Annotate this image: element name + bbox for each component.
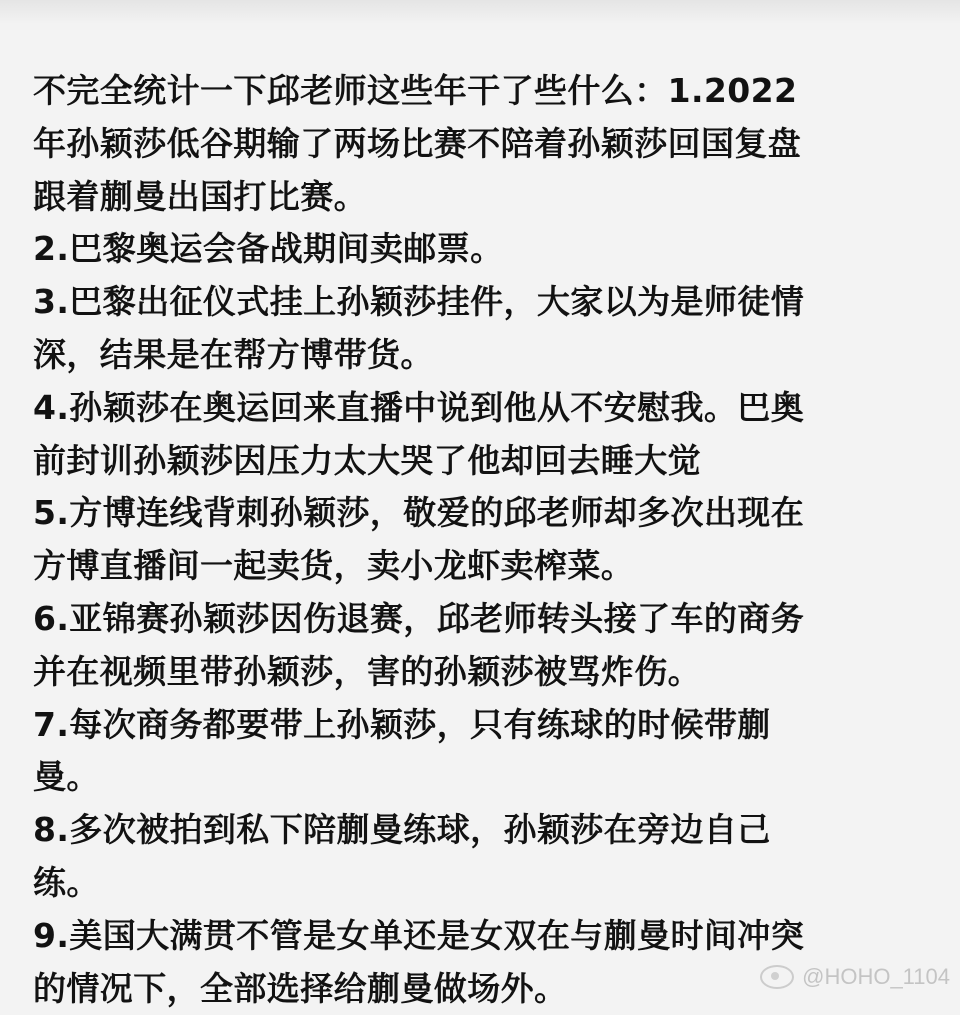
top-shadow	[0, 0, 960, 24]
weibo-logo-icon	[760, 965, 794, 989]
text-line: 6.亚锦赛孙颖莎因伤退赛，邱老师转头接了车的商务	[33, 598, 805, 638]
text-line: 曼。	[33, 757, 100, 797]
text-line: 并在视频里带孙颖莎，害的孙颖莎被骂炸伤。	[33, 651, 701, 691]
text-line: 3.巴黎出征仪式挂上孙颖莎挂件，大家以为是师徒情	[33, 282, 805, 322]
post-text	[33, 65, 933, 1015]
text-line: 方博直播间一起卖货，卖小龙虾卖榨菜。	[33, 546, 635, 586]
text-line: 4.孙颖莎在奥运回来直播中说到他从不安慰我。巴奥	[33, 387, 805, 427]
text-line: 5.方博连线背刺孙颖莎，敬爱的邱老师却多次出现在	[33, 493, 805, 533]
text-line: 不完全统计一下邱老师这些年干了些什么：1.2022	[33, 71, 798, 110]
text-line: 练。	[33, 862, 100, 902]
text-line: 跟着蒯曼出国打比赛。	[33, 176, 367, 216]
text-line: 年孙颖莎低谷期输了两场比赛不陪着孙颖莎回国复盘	[33, 123, 802, 163]
text-line: 的情况下，全部选择给蒯曼做场外。	[33, 968, 568, 1008]
text-line: 深，结果是在帮方博带货。	[33, 334, 434, 374]
text-line: 9.美国大满贯不管是女单还是女双在与蒯曼时间冲突	[33, 915, 805, 955]
watermark-text: @HOHO_1104	[802, 964, 950, 989]
text-line: 7.每次商务都要带上孙颖莎，只有练球的时候带蒯	[33, 704, 771, 744]
text-line: 2.巴黎奥运会备战期间卖邮票。	[33, 229, 504, 269]
text-line: 8.多次被拍到私下陪蒯曼练球，孙颖莎在旁边自己	[33, 810, 771, 850]
weibo-watermark	[760, 956, 950, 998]
text-line: 前封训孙颖莎因压力太大哭了他却回去睡大觉	[33, 440, 701, 480]
